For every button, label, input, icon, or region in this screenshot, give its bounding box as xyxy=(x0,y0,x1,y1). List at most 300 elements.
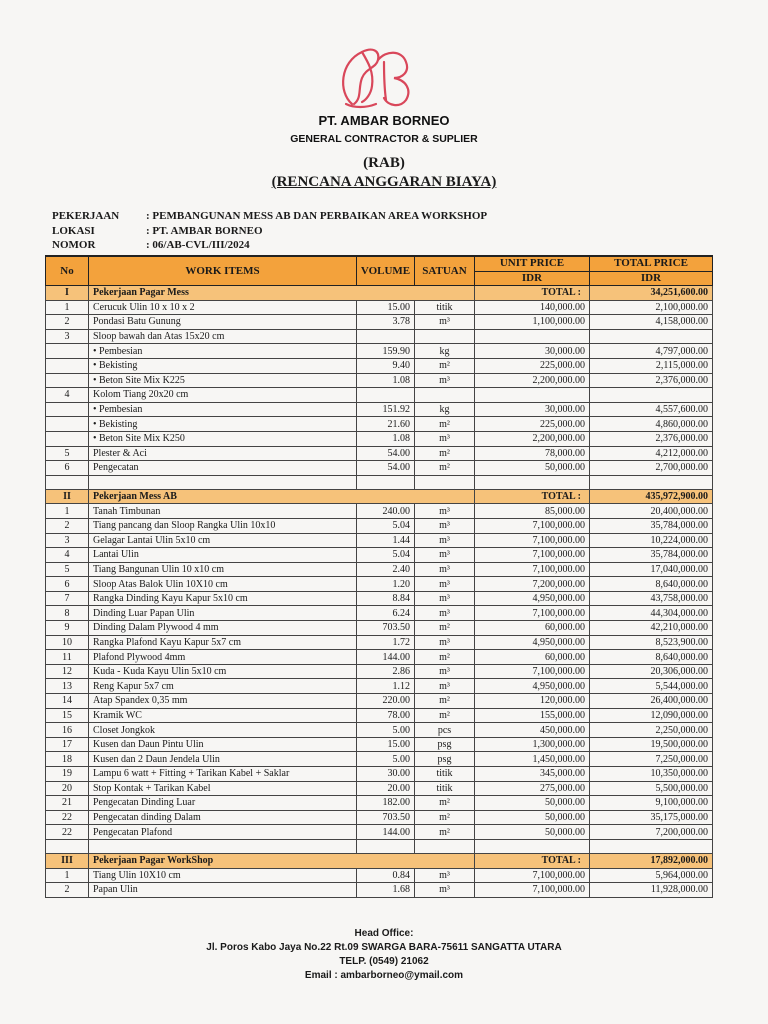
table-row xyxy=(46,664,713,679)
volume: 159.90 xyxy=(357,344,415,359)
unit: m² xyxy=(415,461,475,476)
work-item: Kuda - Kuda Kayu Ulin 5x10 cm xyxy=(89,664,357,679)
unit-price: 4,950,000.00 xyxy=(475,635,590,650)
empty-cell xyxy=(590,839,713,853)
table-row xyxy=(46,781,713,796)
row-number: 15 xyxy=(46,708,89,723)
unit-price: 7,200,000.00 xyxy=(475,577,590,592)
volume: 5.00 xyxy=(357,752,415,767)
unit-price: 50,000.00 xyxy=(475,461,590,476)
total-price: 35,784,000.00 xyxy=(590,518,713,533)
volume: 1.12 xyxy=(357,679,415,694)
volume: 78.00 xyxy=(357,708,415,723)
total-price: 2,250,000.00 xyxy=(590,723,713,738)
document-subtitle: (RENCANA ANGGARAN BIAYA) xyxy=(271,174,497,190)
empty-cell xyxy=(357,839,415,853)
unit: psg xyxy=(415,737,475,752)
volume: 9.40 xyxy=(357,358,415,373)
work-item: Papan Ulin xyxy=(89,883,357,898)
volume: 1.72 xyxy=(357,635,415,650)
unit-price: 2,200,000.00 xyxy=(475,431,590,446)
unit: m³ xyxy=(415,504,475,519)
table-row xyxy=(46,562,713,577)
unit-price: 7,100,000.00 xyxy=(475,533,590,548)
total-price: 44,304,000.00 xyxy=(590,606,713,621)
total-price: 11,928,000.00 xyxy=(590,883,713,898)
row-number: 7 xyxy=(46,591,89,606)
empty-cell xyxy=(590,475,713,489)
unit: m³ xyxy=(415,606,475,621)
company-logo xyxy=(332,42,418,114)
unit: m³ xyxy=(415,548,475,563)
table-row xyxy=(46,533,713,548)
total-price: 8,523,900.00 xyxy=(590,635,713,650)
work-item: Tiang Bangunan Ulin 10 x10 cm xyxy=(89,562,357,577)
meta-value: : 06/AB-CVL/III/2024 xyxy=(146,239,250,251)
unit: m² xyxy=(415,694,475,709)
row-number xyxy=(46,373,89,388)
row-number: I xyxy=(46,286,89,301)
work-item: Dinding Dalam Plywood 4 mm xyxy=(89,621,357,636)
work-item: • Bekisting xyxy=(89,358,357,373)
unit-price: 78,000.00 xyxy=(475,446,590,461)
total-price: 9,100,000.00 xyxy=(590,796,713,811)
total-price: 2,115,000.00 xyxy=(590,358,713,373)
spacer-row xyxy=(46,839,713,853)
unit: m³ xyxy=(415,591,475,606)
work-item: Atap Spandex 0,35 mm xyxy=(89,694,357,709)
row-number: 1 xyxy=(46,868,89,883)
total-price xyxy=(590,388,713,403)
section-total-value: 17,892,000.00 xyxy=(590,853,713,868)
unit-price: 225,000.00 xyxy=(475,358,590,373)
unit-price: 60,000.00 xyxy=(475,621,590,636)
volume: 21.60 xyxy=(357,417,415,432)
header-unit-price-currency: IDR xyxy=(475,271,590,286)
total-price: 4,158,000.00 xyxy=(590,315,713,330)
volume: 20.00 xyxy=(357,781,415,796)
unit: kg xyxy=(415,402,475,417)
row-number: 1 xyxy=(46,300,89,315)
header-satuan: SATUAN xyxy=(415,256,475,286)
volume: 151.92 xyxy=(357,402,415,417)
volume: 5.00 xyxy=(357,723,415,738)
header-no: No xyxy=(46,256,89,286)
company-tagline: GENERAL CONTRACTOR & SUPLIER xyxy=(290,133,478,145)
unit: m³ xyxy=(415,373,475,388)
section-total-label: TOTAL : xyxy=(475,489,590,504)
volume: 1.08 xyxy=(357,373,415,388)
total-price: 4,797,000.00 xyxy=(590,344,713,359)
total-price: 5,964,000.00 xyxy=(590,868,713,883)
volume: 5.04 xyxy=(357,518,415,533)
unit-price: 2,200,000.00 xyxy=(475,373,590,388)
table-row xyxy=(46,606,713,621)
meta-key: LOKASI xyxy=(52,224,95,237)
volume xyxy=(357,329,415,344)
section-total-label: TOTAL : xyxy=(475,853,590,868)
work-item: • Beton Site Mix K225 xyxy=(89,373,357,388)
section-total-value: 34,251,600.00 xyxy=(590,286,713,301)
footer-phone: TELP. (0549) 21062 xyxy=(339,956,429,967)
row-number xyxy=(46,431,89,446)
table-row xyxy=(46,737,713,752)
work-item: Lampu 6 watt + Fitting + Tarikan Kabel + Saklar xyxy=(89,767,357,782)
row-number: 22 xyxy=(46,825,89,840)
work-item: • Bekisting xyxy=(89,417,357,432)
empty-cell xyxy=(89,839,357,853)
work-item: Pengecatan xyxy=(89,461,357,476)
unit-price: 7,100,000.00 xyxy=(475,883,590,898)
row-number: 16 xyxy=(46,723,89,738)
total-price: 4,557,600.00 xyxy=(590,402,713,417)
table-row xyxy=(46,402,713,417)
row-number: 19 xyxy=(46,767,89,782)
unit-price: 1,450,000.00 xyxy=(475,752,590,767)
table-row xyxy=(46,752,713,767)
header-volume: VOLUME xyxy=(357,256,415,286)
unit-price: 7,100,000.00 xyxy=(475,548,590,563)
unit-price: 225,000.00 xyxy=(475,417,590,432)
row-number: 5 xyxy=(46,446,89,461)
work-item: Kusen dan Daun Pintu Ulin xyxy=(89,737,357,752)
volume: 220.00 xyxy=(357,694,415,709)
row-number: 4 xyxy=(46,548,89,563)
row-number: 6 xyxy=(46,461,89,476)
unit-price: 1,100,000.00 xyxy=(475,315,590,330)
volume: 30.00 xyxy=(357,767,415,782)
total-price: 42,210,000.00 xyxy=(590,621,713,636)
unit xyxy=(415,388,475,403)
work-item: Lantai Ulin xyxy=(89,548,357,563)
work-item: • Beton Site Mix K250 xyxy=(89,431,357,446)
header-work-items: WORK ITEMS xyxy=(89,256,357,286)
empty-cell xyxy=(415,475,475,489)
work-item: Pengecatan Plafond xyxy=(89,825,357,840)
section-row xyxy=(46,489,713,504)
volume: 703.50 xyxy=(357,810,415,825)
table-row xyxy=(46,767,713,782)
empty-cell xyxy=(89,475,357,489)
row-number: 3 xyxy=(46,533,89,548)
row-number: 9 xyxy=(46,621,89,636)
total-price: 26,400,000.00 xyxy=(590,694,713,709)
total-price: 2,700,000.00 xyxy=(590,461,713,476)
table-row xyxy=(46,650,713,665)
empty-cell xyxy=(475,839,590,853)
table-row xyxy=(46,358,713,373)
unit: m³ xyxy=(415,679,475,694)
work-item: Dinding Luar Papan Ulin xyxy=(89,606,357,621)
row-number xyxy=(46,417,89,432)
unit xyxy=(415,329,475,344)
table-row xyxy=(46,883,713,898)
work-item: Kolom Tiang 20x20 cm xyxy=(89,388,357,403)
table-row xyxy=(46,300,713,315)
empty-cell xyxy=(46,475,89,489)
unit: m³ xyxy=(415,883,475,898)
row-number: 17 xyxy=(46,737,89,752)
unit: m² xyxy=(415,825,475,840)
meta-row-pekerjaan xyxy=(52,209,487,224)
row-number: III xyxy=(46,853,89,868)
unit: m³ xyxy=(415,315,475,330)
row-number: 8 xyxy=(46,606,89,621)
unit-price: 275,000.00 xyxy=(475,781,590,796)
work-item: • Pembesian xyxy=(89,402,357,417)
work-item: Rangka Dinding Kayu Kapur 5x10 cm xyxy=(89,591,357,606)
volume: 182.00 xyxy=(357,796,415,811)
document-title: (RAB) xyxy=(363,155,405,171)
empty-cell xyxy=(46,839,89,853)
footer-head-office: Head Office: xyxy=(354,928,414,939)
footer-email: Email : ambarborneo@ymail.com xyxy=(304,970,464,981)
volume: 703.50 xyxy=(357,621,415,636)
volume: 144.00 xyxy=(357,650,415,665)
unit: m³ xyxy=(415,518,475,533)
unit: m³ xyxy=(415,635,475,650)
work-item: Kusen dan 2 Daun Jendela Ulin xyxy=(89,752,357,767)
unit: m² xyxy=(415,708,475,723)
work-item: Kramik WC xyxy=(89,708,357,723)
unit-price: 60,000.00 xyxy=(475,650,590,665)
table-row xyxy=(46,810,713,825)
table-row xyxy=(46,723,713,738)
work-item: Tiang Ulin 10X10 cm xyxy=(89,868,357,883)
unit: m² xyxy=(415,796,475,811)
row-number: 6 xyxy=(46,577,89,592)
row-number: 2 xyxy=(46,883,89,898)
unit-price: 140,000.00 xyxy=(475,300,590,315)
work-item: Rangka Plafond Kayu Kapur 5x7 cm xyxy=(89,635,357,650)
row-number: 21 xyxy=(46,796,89,811)
work-item: Gelagar Lantai Ulin 5x10 cm xyxy=(89,533,357,548)
row-number xyxy=(46,344,89,359)
unit-price: 155,000.00 xyxy=(475,708,590,723)
work-item: Tanah Timbunan xyxy=(89,504,357,519)
unit-price: 30,000.00 xyxy=(475,402,590,417)
company-name: PT. AMBAR BORNEO xyxy=(318,113,450,128)
row-number: 5 xyxy=(46,562,89,577)
unit: titik xyxy=(415,300,475,315)
work-item: Cerucuk Ulin 10 x 10 x 2 xyxy=(89,300,357,315)
table-row xyxy=(46,446,713,461)
unit-price: 30,000.00 xyxy=(475,344,590,359)
row-number: 14 xyxy=(46,694,89,709)
meta-row-nomor xyxy=(52,238,487,253)
work-item: Pengecatan dinding Dalam xyxy=(89,810,357,825)
table-row xyxy=(46,825,713,840)
section-title: Pekerjaan Mess AB xyxy=(89,489,475,504)
unit-price: 7,100,000.00 xyxy=(475,868,590,883)
total-price: 2,376,000.00 xyxy=(590,373,713,388)
header-total-price-currency: IDR xyxy=(590,271,713,286)
unit-price: 7,100,000.00 xyxy=(475,664,590,679)
section-total-label: TOTAL : xyxy=(475,286,590,301)
unit-price: 4,950,000.00 xyxy=(475,679,590,694)
volume: 8.84 xyxy=(357,591,415,606)
work-item: Tiang pancang dan Sloop Rangka Ulin 10x10 xyxy=(89,518,357,533)
volume: 2.40 xyxy=(357,562,415,577)
table-row xyxy=(46,796,713,811)
unit-price: 85,000.00 xyxy=(475,504,590,519)
unit-price: 1,300,000.00 xyxy=(475,737,590,752)
work-item: Plafond Plywood 4mm xyxy=(89,650,357,665)
unit: m³ xyxy=(415,868,475,883)
table-row xyxy=(46,518,713,533)
total-price: 8,640,000.00 xyxy=(590,577,713,592)
total-price: 35,784,000.00 xyxy=(590,548,713,563)
volume: 1.08 xyxy=(357,431,415,446)
volume xyxy=(357,388,415,403)
total-price: 20,306,000.00 xyxy=(590,664,713,679)
table-row xyxy=(46,388,713,403)
unit: m² xyxy=(415,621,475,636)
volume: 15.00 xyxy=(357,300,415,315)
meta-row-lokasi xyxy=(52,224,487,239)
work-item: Pondasi Batu Gunung xyxy=(89,315,357,330)
row-number: 3 xyxy=(46,329,89,344)
unit-price: 345,000.00 xyxy=(475,767,590,782)
volume: 1.44 xyxy=(357,533,415,548)
row-number: 11 xyxy=(46,650,89,665)
table-row xyxy=(46,329,713,344)
table-row xyxy=(46,591,713,606)
unit: pcs xyxy=(415,723,475,738)
row-number: 13 xyxy=(46,679,89,694)
empty-cell xyxy=(415,839,475,853)
table-row xyxy=(46,621,713,636)
unit-price: 7,100,000.00 xyxy=(475,606,590,621)
total-price: 12,090,000.00 xyxy=(590,708,713,723)
row-number: 22 xyxy=(46,810,89,825)
total-price: 17,040,000.00 xyxy=(590,562,713,577)
section-row xyxy=(46,286,713,301)
spacer-row xyxy=(46,475,713,489)
unit: titik xyxy=(415,767,475,782)
unit-price: 50,000.00 xyxy=(475,825,590,840)
table-row xyxy=(46,635,713,650)
row-number: 20 xyxy=(46,781,89,796)
footer-address: Jl. Poros Kabo Jaya No.22 Rt.09 SWARGA BARA-75611 SANGATTA UTARA xyxy=(206,942,562,953)
total-price: 2,376,000.00 xyxy=(590,431,713,446)
unit: m³ xyxy=(415,577,475,592)
unit: m² xyxy=(415,810,475,825)
table-row xyxy=(46,868,713,883)
work-item: Pengecatan Dinding Luar xyxy=(89,796,357,811)
unit: m³ xyxy=(415,533,475,548)
row-number: 2 xyxy=(46,518,89,533)
table-row xyxy=(46,577,713,592)
unit: titik xyxy=(415,781,475,796)
unit-price: 4,950,000.00 xyxy=(475,591,590,606)
total-price: 43,758,000.00 xyxy=(590,591,713,606)
total-price: 5,500,000.00 xyxy=(590,781,713,796)
meta-value: : PT. AMBAR BORNEO xyxy=(146,224,263,237)
work-item: • Pembesian xyxy=(89,344,357,359)
rab-table xyxy=(45,255,713,898)
table-row xyxy=(46,694,713,709)
total-price: 19,500,000.00 xyxy=(590,737,713,752)
table-header-row xyxy=(46,256,713,271)
volume: 1.68 xyxy=(357,883,415,898)
unit-price xyxy=(475,329,590,344)
unit: m³ xyxy=(415,431,475,446)
volume: 54.00 xyxy=(357,446,415,461)
row-number: 12 xyxy=(46,664,89,679)
meta-value: : PEMBANGUNAN MESS AB DAN PERBAIKAN AREA WORKSHOP xyxy=(146,210,488,222)
project-meta xyxy=(52,209,487,253)
work-item: Stop Kontak + Tarikan Kabel xyxy=(89,781,357,796)
total-price: 5,544,000.00 xyxy=(590,679,713,694)
row-number: 1 xyxy=(46,504,89,519)
volume: 240.00 xyxy=(357,504,415,519)
table-row xyxy=(46,548,713,563)
work-item: Sloop Atas Balok Ulin 10X10 cm xyxy=(89,577,357,592)
unit: m² xyxy=(415,358,475,373)
unit: m³ xyxy=(415,562,475,577)
unit-price: 7,100,000.00 xyxy=(475,518,590,533)
volume: 1.20 xyxy=(357,577,415,592)
unit: m² xyxy=(415,650,475,665)
volume: 3.78 xyxy=(357,315,415,330)
work-item: Plester & Aci xyxy=(89,446,357,461)
unit: kg xyxy=(415,344,475,359)
row-number xyxy=(46,358,89,373)
table-row xyxy=(46,431,713,446)
volume: 15.00 xyxy=(357,737,415,752)
row-number xyxy=(46,402,89,417)
work-item: Sloop bawah dan Atas 15x20 cm xyxy=(89,329,357,344)
unit-price: 50,000.00 xyxy=(475,810,590,825)
total-price xyxy=(590,329,713,344)
unit-price: 120,000.00 xyxy=(475,694,590,709)
volume: 6.24 xyxy=(357,606,415,621)
total-price: 4,212,000.00 xyxy=(590,446,713,461)
total-price: 10,350,000.00 xyxy=(590,767,713,782)
volume: 54.00 xyxy=(357,461,415,476)
total-price: 7,200,000.00 xyxy=(590,825,713,840)
volume: 5.04 xyxy=(357,548,415,563)
unit-price: 50,000.00 xyxy=(475,796,590,811)
table-row xyxy=(46,708,713,723)
work-item: Reng Kapur 5x7 cm xyxy=(89,679,357,694)
total-price: 35,175,000.00 xyxy=(590,810,713,825)
unit: m² xyxy=(415,417,475,432)
meta-key: PEKERJAAN xyxy=(52,210,120,222)
volume: 2.86 xyxy=(357,664,415,679)
table-row xyxy=(46,461,713,476)
row-number: 2 xyxy=(46,315,89,330)
volume: 144.00 xyxy=(357,825,415,840)
table-body xyxy=(46,286,713,898)
meta-key: NOMOR xyxy=(52,239,96,251)
total-price: 4,860,000.00 xyxy=(590,417,713,432)
row-number: II xyxy=(46,489,89,504)
total-price: 7,250,000.00 xyxy=(590,752,713,767)
unit-price: 7,100,000.00 xyxy=(475,562,590,577)
work-item: Closet Jongkok xyxy=(89,723,357,738)
total-price: 10,224,000.00 xyxy=(590,533,713,548)
table-row xyxy=(46,373,713,388)
unit-price: 450,000.00 xyxy=(475,723,590,738)
table-row xyxy=(46,315,713,330)
unit: m³ xyxy=(415,664,475,679)
section-total-value: 435,972,900.00 xyxy=(590,489,713,504)
total-price: 8,640,000.00 xyxy=(590,650,713,665)
table-row xyxy=(46,504,713,519)
unit-price xyxy=(475,388,590,403)
